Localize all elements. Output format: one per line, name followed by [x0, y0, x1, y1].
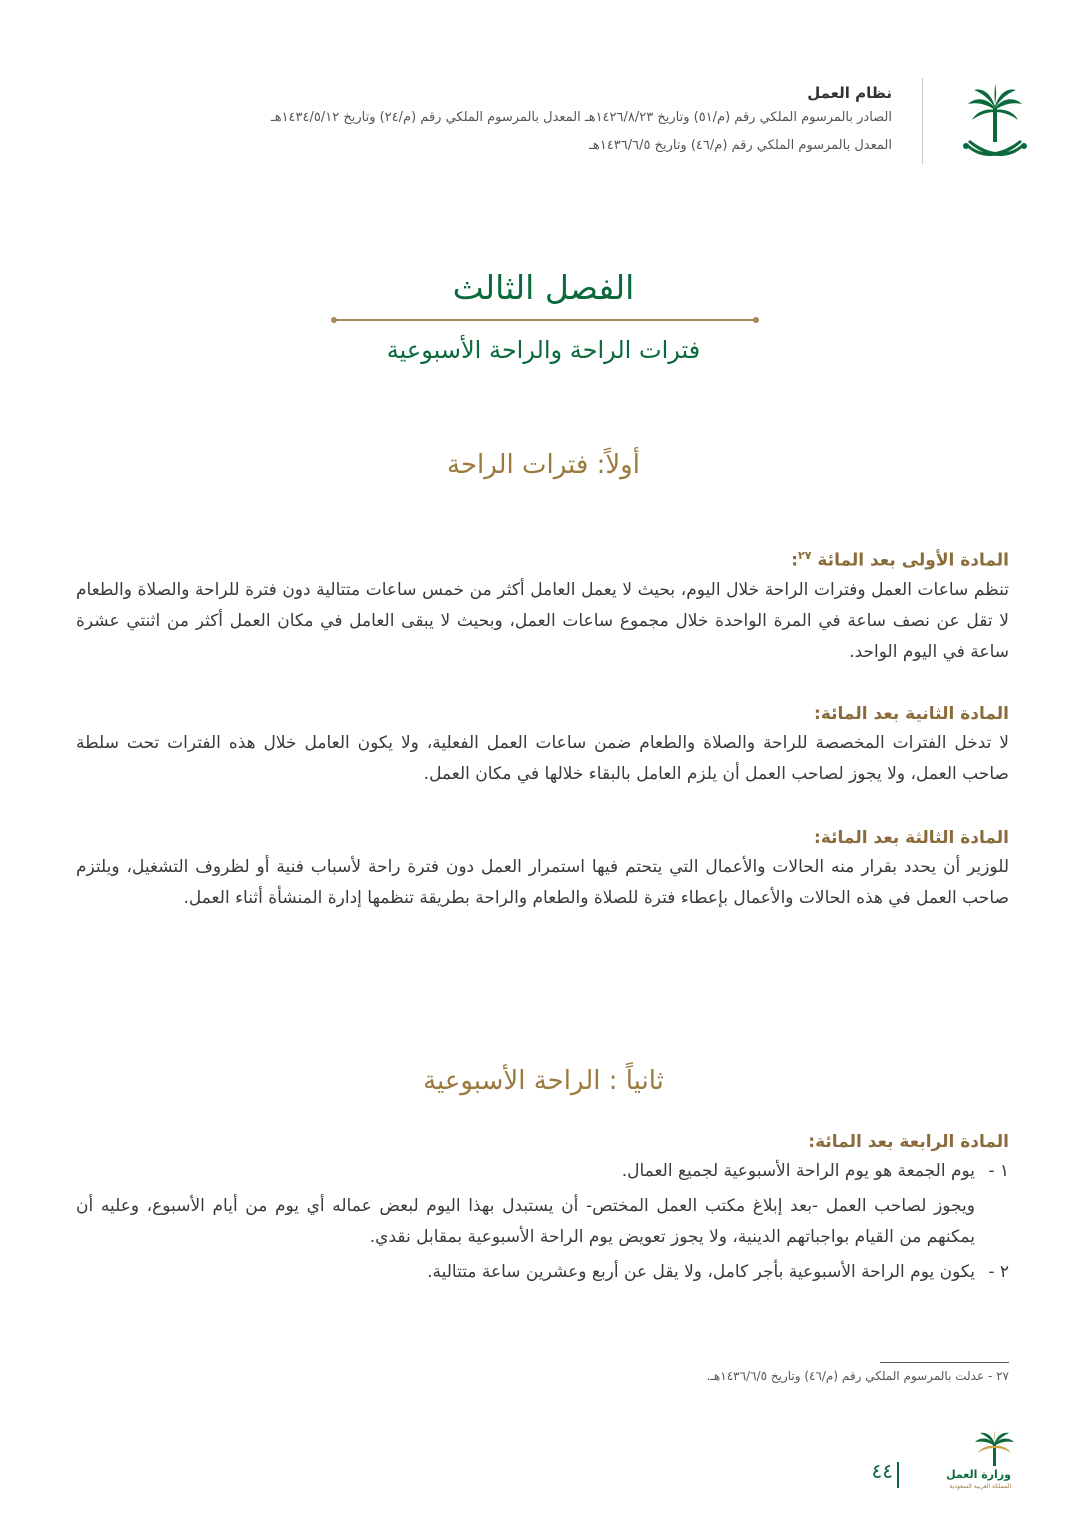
heading-colon: : [791, 550, 799, 571]
ministry-name: وزارة العمل [946, 1468, 1011, 1481]
article-body: للوزير أن يحدد بقرار منه الحالات والأعمال التي يتحتم فيها استمرار العمل دون فترة راحة لأسباب فنية أو لظروف التشغيل، ويلتزم صاحب العمل في هذه الحالات والأعمال بإعطاء فترة للصلاة والطعام والراحة بطريقة تنظمها إدارة المنشأة أثناء العمل. [76, 857, 1009, 908]
list-item-1 [76, 1156, 1009, 1187]
footer-divider [897, 1462, 899, 1488]
article-body: لا تدخل الفترات المخصصة للراحة والصلاة والطعام ضمن ساعات العمل الفعلية، ولا يكون العامل خلال هذه الفترات تحت سلطة صاحب العمل، ولا يجوز لصاحب العمل أن يلزم العامل بالبقاء خلالها في مكان العمل. [76, 733, 1009, 784]
article-heading [76, 542, 1009, 575]
saudi-emblem-icon [960, 82, 1030, 164]
footnote-rule [880, 1362, 1009, 1363]
article-body: تنظم ساعات العمل وفترات الراحة خلال اليوم، بحيث لا يعمل العامل أكثر من خمس ساعات متتالية دون فترة للراحة والصلاة والطعام لا تقل عن نصف ساعة في المرة الواحدة خلال مجموع ساعات العمل، وبحيث لا يبقى العامل في مكان العمل أكثر من اثنتي عشرة ساعة في اليوم الواحد. [76, 579, 1009, 662]
section-title-weekly-rest: ثانياً : الراحة الأسبوعية [423, 1066, 664, 1096]
footnote-ref[interactable]: ٢٧ [798, 549, 812, 562]
article-101 [76, 542, 1009, 668]
list-text: يكون يوم الراحة الأسبوعية بأجر كامل، ولا يقل عن أربع وعشرين ساعة متتالية. [427, 1262, 975, 1282]
list-text: يوم الجمعة هو يوم الراحة الأسبوعية لجميع العمال. [621, 1161, 975, 1181]
chapter-subtitle: فترات الراحة والراحة الأسبوعية [386, 336, 701, 364]
law-name: نظام العمل [807, 84, 892, 102]
list-number: ١ - [988, 1161, 1009, 1181]
list-item-1-continuation: ويجوز لصاحب العمل -بعد إبلاغ مكتب العمل المختص- أن يستبدل بهذا اليوم لبعض عماله أي يوم من أيام الأسبوع، وعليه أن يمكنهم من القيام بواجباتهم الدينية، ولا يجوز تعويض يوم الراحة الأسبوعية بمقابل نقدي. [76, 1196, 975, 1247]
law-decree-line-1: الصادر بالمرسوم الملكي رقم (م/٥١) وتاريخ ١٤٢٦/٨/٢٣هـ المعدل بالمرسوم الملكي رقم (م/٢٤) وتاريخ ١٤٣٤/٥/١٢هـ [270, 110, 892, 125]
chapter-title: الفصل الثالث [452, 268, 635, 307]
article-heading: المادة الثانية بعد المائة: [814, 704, 1009, 724]
article-104 [76, 1128, 1009, 1288]
header-text [92, 82, 892, 160]
header-divider [922, 78, 923, 164]
chapter-divider [334, 319, 756, 321]
article-102 [76, 700, 1009, 790]
footer-brand [915, 1468, 1011, 1491]
article-heading: المادة الرابعة بعد المائة: [808, 1132, 1009, 1152]
page-header [60, 78, 1060, 174]
list-number: ٢ - [988, 1262, 1009, 1282]
list-item-2 [76, 1257, 1009, 1288]
article-heading-text: المادة الأولى بعد المائة [817, 550, 1009, 571]
ministry-country: المملكة العربية السعودية [949, 1483, 1011, 1490]
article-heading: المادة الثالثة بعد المائة: [814, 828, 1009, 848]
page-number: ٤٤ [871, 1459, 893, 1483]
article-103 [76, 824, 1009, 914]
divider-dot-right [753, 317, 759, 323]
section-title-rest-periods: أولاً: فترات الراحة [447, 450, 640, 480]
divider-dot-left [331, 317, 337, 323]
footnote: ٢٧ - عدلت بالمرسوم الملكي رقم (م/٤٦) وتاريخ ١٤٣٦/٦/٥هـ. [706, 1369, 1009, 1383]
law-decree-line-2: المعدل بالمرسوم الملكي رقم (م/٤٦) وتاريخ ١٤٣٦/٦/٥هـ [589, 138, 892, 153]
